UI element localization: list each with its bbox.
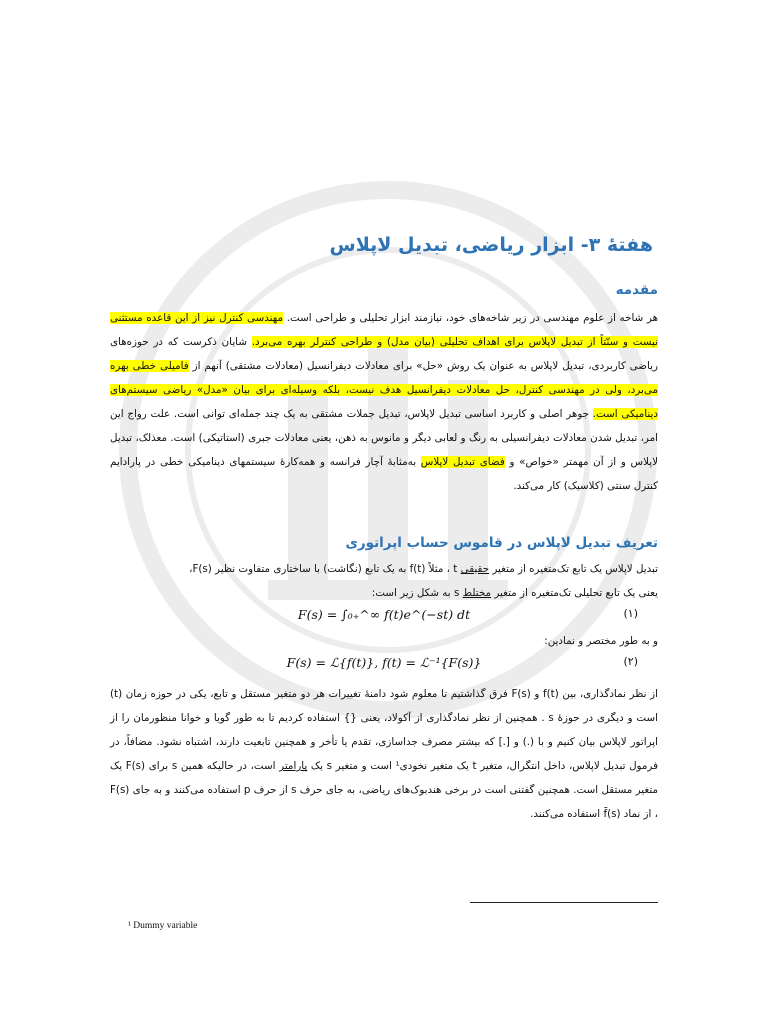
definition-line-2-text: یعنی یک تابع تحلیلی تک‌متغیره از متغیر [491, 587, 658, 599]
notation-text-1: از نظر نمادگذاری، بین f(t) و F(s) فرق گذاشتیم تا معلوم شود دامنهٔ تغییرات هر دو متغیر مستقل و تابع، یکی در حوزه زمان (t) است و دیگری در حوزهٔ s . همچنین از نظر نمادگذاری از آکولاد، یعنی {} استفاده کردیم تا به طور گویا و خوانا منظورمان را از اپراتور لاپلاس بیان کنیم و با (.) و [.] که بیشتر مصرف جداسازی، تقدم یا تأخر و همچنین تابعیت دارند، اشتباه نشود. مضافاً، در فرمول تبدیل لاپلاس، داخل انتگرال، متغیر t یک متغیر نخودی¹ است و متغیر s یک [110, 688, 658, 772]
definition-line-2 [110, 582, 658, 604]
page-title: هفتهٔ ۳- ابزار ریاضی، تبدیل لاپلاس [329, 234, 653, 256]
equation-1-formula: F(s) = ∫₀₊^∞ f(t)e^(−st) dt [297, 607, 471, 622]
underline-complex: مختلط [462, 587, 492, 599]
notation-paragraph [110, 682, 658, 826]
footnote: ¹ Dummy variable [128, 921, 198, 931]
underline-real: حقیقی [460, 563, 490, 575]
underline-parameter: پارامتر [279, 760, 308, 772]
definition-line-1-text: تبدیل لاپلاس یک تابع تک‌متغیره از متغیر [489, 563, 658, 575]
intro-text-1: هر شاخه از علوم مهندسی در زیر شاخه‌های خود، نیازمند ابزار تحلیلی و طراحی است. [283, 312, 659, 324]
equation-1-number: (۱) [623, 607, 638, 620]
intro-text-2: شایان ذکرست که در حوزه‌های ریاضی کاربردی، تبدیل لاپلاس به عنوان یک روش «حل» برای معادلات دیفرانسیل (معادلات مشتقی) آنهم از [110, 336, 658, 372]
intro-highlight-2: فامیلی خطی بهره می‌برد، ولی در مهندسی کنترل، حل معادلات دیفرانسیل هدف نیست، بلکه وسیله‌ای برای بیان «مدل» ریاضی سیستم‌های دینامیکی است. [110, 360, 658, 420]
notation-text-2: است، در حالیکه همین s برای F(s) یک متغیر مستقل است. همچنین گفتنی است در برخی هندبوک‌های ریاضی، به جای حرف s از حرف p استفاده می‌کنند و به جای F(s) ، از نماد f̄(s) استفاده می‌کنند. [110, 760, 658, 820]
footnote-separator [470, 902, 658, 903]
definition-line-1-rest: t ، مثلاً f(t) به یک تابع (نگاشت) با ساختاری متفاوت نظیر F(s)، [189, 563, 461, 575]
intro-heading: مقدمه [615, 282, 658, 298]
intro-highlight-1: مهندسی کنترل نیز از این قاعده مستثنی نیست و سنّتاً از تبدیل لاپلاس برای اهداف تحلیلی (بیان مدل) و طراحی کنترلر بهره می‌برد. [110, 312, 659, 348]
intro-paragraph [110, 306, 658, 498]
intro-text-3: جوهر اصلی و کاربرد اساسی تبدیل لاپلاس، تبدیل جملات مشتقی به یک چند جمله‌ای توانی است. علت رواج این امر، تبدیل شدن معادلات دیفرانسیلی به رنگ و لعابی دیگر و مانوس به ذهن، یعنی معادلات جبری (استاتیکی) است. معذلک، تبدیل لاپلاس و از آن مهمتر «خواص» و [110, 408, 658, 468]
definition-line-2-rest: s به شکل زیر است: [371, 587, 463, 599]
definition-line-3: و به طور مختصر و نمادین: [544, 635, 658, 647]
equation-2 [110, 655, 658, 677]
equation-2-number: (۲) [623, 655, 638, 668]
definition-line-1 [110, 558, 658, 580]
intro-highlight-3: فضای تبدیل لاپلاس [420, 456, 505, 468]
definition-heading: تعریف تبدیل لاپلاس در قاموس حساب اپراتوری [345, 535, 658, 551]
equation-2-formula: F(s) = ℒ{f(t)}, f(t) = ℒ⁻¹{F(s)} [286, 655, 482, 670]
intro-text-4: به‌مثابهٔ آچار فرانسه و همه‌کارهٔ سیستمهای دینامیکی خطی در پارادایم کنترل سنتی (کلاسیک) کار می‌کند. [110, 456, 658, 492]
equation-1 [110, 607, 658, 629]
